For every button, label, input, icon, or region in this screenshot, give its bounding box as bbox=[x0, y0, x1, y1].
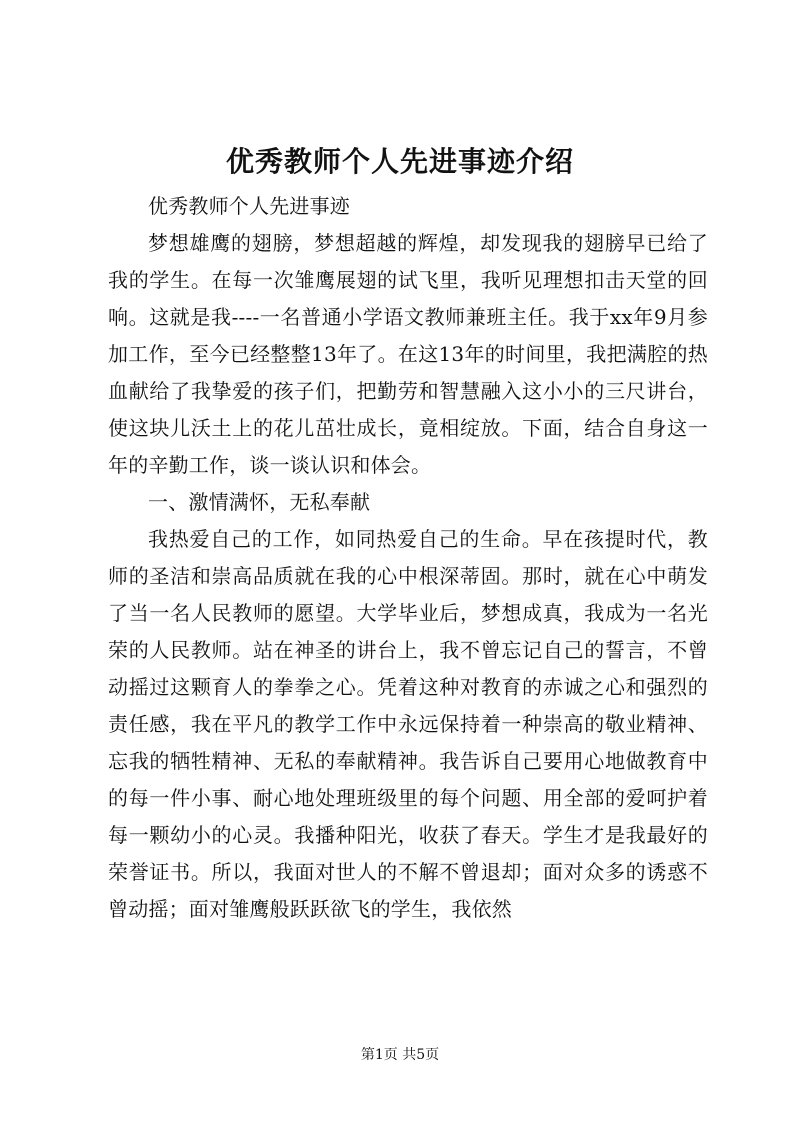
document-body bbox=[108, 188, 708, 928]
section-heading: 一、激情满怀，无私奉献 bbox=[148, 490, 371, 514]
paragraph-section-one: 我热爱自己的工作，如同热爱自己的生命。早在孩提时代，教师的圣洁和崇高品质就在我的心中根深蒂固。那时，就在心中萌发了当一名人民教师的愿望。大学毕业后，梦想成真，我成为一名光荣的人民教师。站在神圣的讲台上，我不曾忘记自己的誓言，不曾动摇过这颗育人的拳拳之心。凭着这种对教育的赤诚之心和强烈的责任感，我在平凡的教学工作中永远保持着一种崇高的敬业精神、忘我的牺牲精神、无私的奉献精神。我告诉自己要用心地做教育中的每一件小事、耐心地处理班级里的每个问题、用全部的爱呵护着每一颗幼小的心灵。我播种阳光，收获了春天。学生才是我最好的荣誉证书。所以，我面对世人的不解不曾退却；面对众多的诱惑不曾动摇；面对雏鹰般跃跃欲飞的学生，我依然 bbox=[108, 527, 708, 921]
document-title: 优秀教师个人先进事迹介绍 bbox=[225, 145, 574, 178]
paragraph-subtitle: 优秀教师个人先进事迹 bbox=[148, 194, 350, 218]
paragraph-intro: 梦想雄鹰的翅膀，梦想超越的辉煌，却发现我的翅膀早已给了我的学生。在每一次雏鹰展翅的试飞里，我听见理想扣击天堂的回响。这就是我----一名普通小学语文教师兼班主任。我于xx年9月参加工作，至今已经整整13年了。在这13年的时间里，我把满腔的热血献给了我挚爱的孩子们，把勤劳和智慧融入这小小的三尺讲台，使这块儿沃土上的花儿茁壮成长，竟相绽放。下面，结合自身这一年的辛勤工作，谈一谈认识和体会。 bbox=[108, 231, 708, 477]
page-footer: 第1页 共5页 bbox=[360, 1047, 440, 1063]
